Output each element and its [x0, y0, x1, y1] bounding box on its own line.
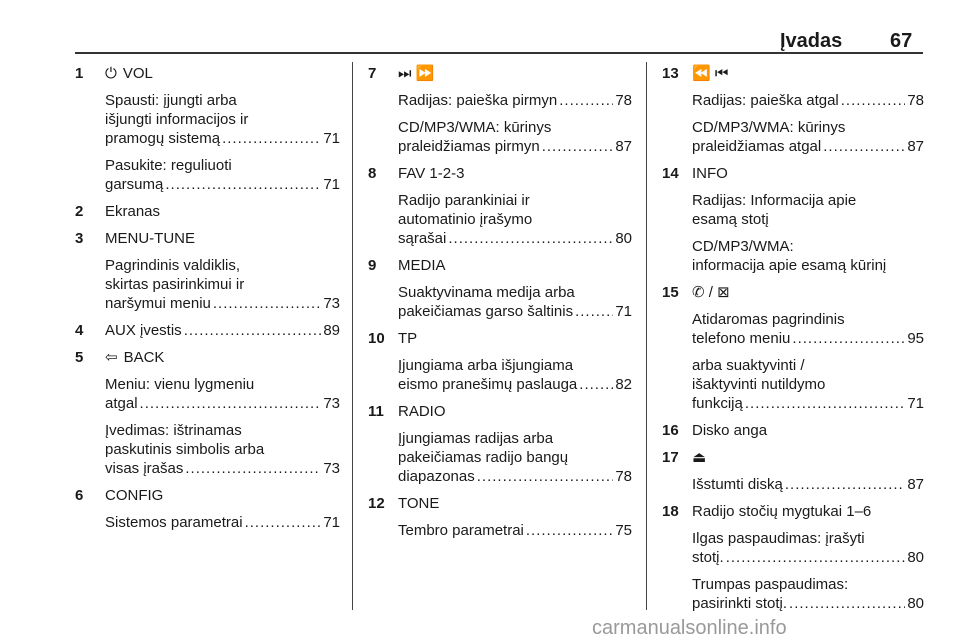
dot-leader — [165, 175, 321, 194]
toc-leader-line — [398, 91, 632, 110]
item-number: 1 — [75, 65, 84, 82]
page-reference: 82 — [615, 376, 632, 393]
entry-body — [398, 256, 632, 321]
item-label-text: FAV 1-2-3 — [398, 165, 465, 182]
description-line: esamą stotį — [692, 211, 769, 228]
legend-entry — [75, 64, 340, 194]
description-line: CD/MP3/WMA: — [692, 238, 794, 255]
item-label — [398, 402, 632, 421]
entry-text: Tembro parametrai — [398, 522, 524, 539]
entry-text: pramogų sistemą — [105, 130, 221, 147]
entry-body — [692, 448, 924, 494]
item-label — [105, 64, 340, 83]
description-paragraph — [692, 575, 924, 613]
description-line: Pasukite: reguliuoti — [105, 157, 232, 174]
entry-body — [398, 64, 632, 156]
control-icon: ⏻ — [105, 65, 117, 82]
description-line: Atidaromas pagrindinis — [692, 311, 845, 328]
dot-leader — [448, 229, 613, 248]
description-line: išaktyvinti nutildymo — [692, 376, 826, 393]
toc-leader-line — [105, 129, 340, 148]
toc-leader-line — [105, 321, 340, 340]
item-label-text: TP — [398, 330, 418, 347]
entry-text: pasirinkti stotį. — [692, 595, 788, 612]
item-label — [105, 486, 340, 505]
item-number: 6 — [75, 487, 84, 504]
entry-text: funkciją — [692, 395, 743, 412]
page-reference: 89 — [323, 322, 340, 339]
item-label — [105, 229, 340, 248]
toc-leader-line — [398, 229, 632, 248]
toc-leader-line — [398, 375, 632, 394]
legend-entry — [662, 421, 924, 440]
page-reference: 87 — [615, 138, 632, 155]
entry-text: atgal — [105, 395, 138, 412]
entry-body — [398, 494, 632, 540]
dot-leader — [140, 394, 322, 413]
dot-leader — [542, 137, 614, 156]
item-label-text: Ekranas — [105, 203, 161, 220]
page-reference: 80 — [615, 230, 632, 247]
entry-text: garsumą — [105, 176, 164, 193]
description-line: Spausti: įjungti arba — [105, 92, 237, 109]
toc-leader-line — [692, 475, 924, 494]
entry-text: praleidžiamas pirmyn — [398, 138, 540, 155]
item-label-text: CONFIG — [105, 487, 164, 504]
description-paragraph — [692, 237, 924, 275]
description-line: Radijo parankiniai ir — [398, 192, 530, 209]
entry-body — [692, 164, 924, 275]
dot-leader — [841, 91, 906, 110]
item-label-text: RADIO — [398, 403, 446, 420]
item-number: 17 — [662, 449, 679, 466]
toc-leader-line — [105, 175, 340, 194]
legend-entry — [75, 486, 340, 532]
description-line: CD/MP3/WMA: kūrinys — [398, 119, 552, 136]
item-number: 3 — [75, 230, 84, 247]
dot-leader — [477, 467, 614, 486]
description-line: Įjungiamas radijas arba — [398, 430, 554, 447]
toc-leader-line — [105, 459, 340, 478]
entry-body — [105, 202, 340, 221]
control-icon: ⏏ — [692, 449, 707, 466]
column-divider — [646, 62, 647, 610]
entry-text: visas įrašas — [105, 460, 184, 477]
description-line: Suaktyvinama medija arba — [398, 284, 575, 301]
legend-entry — [662, 164, 924, 275]
entry-text: eismo pranešimų paslauga — [398, 376, 578, 393]
dot-leader — [745, 394, 905, 413]
entry-text: sąrašai — [398, 230, 447, 247]
item-number: 18 — [662, 503, 679, 520]
item-number: 7 — [368, 65, 377, 82]
toc-leader-line — [398, 467, 632, 486]
item-label — [398, 164, 632, 183]
dot-leader — [726, 548, 906, 567]
dot-leader — [789, 594, 905, 613]
description-line: arba suaktyvinti / — [692, 357, 805, 374]
description-paragraph — [105, 91, 340, 148]
watermark-text: carmanualsonline.info — [592, 617, 787, 639]
item-label — [692, 502, 924, 521]
description-paragraph — [692, 356, 924, 413]
item-label-text: INFO — [692, 165, 728, 182]
toc-leader-line — [692, 91, 924, 110]
description-paragraph — [398, 191, 632, 248]
description-line: Ilgas paspaudimas: įrašyti — [692, 530, 865, 547]
description-paragraph — [398, 283, 632, 321]
item-label — [692, 64, 924, 83]
legend-entry — [75, 348, 340, 478]
page-header-title: Įvadas — [780, 30, 843, 52]
description-paragraph — [692, 310, 924, 348]
item-label — [398, 64, 632, 83]
page-reference: 80 — [907, 549, 924, 566]
description-line: skirtas pasirinkimui ir — [105, 276, 245, 293]
description-line: Radijas: Informacija apie — [692, 192, 857, 209]
control-icon: ⇦ — [105, 349, 118, 366]
item-label-text: Radijo stočių mygtukai 1–6 — [692, 503, 872, 520]
column-divider — [352, 62, 353, 610]
legend-entry — [662, 448, 924, 494]
page-reference: 95 — [907, 330, 924, 347]
description-paragraph — [692, 118, 924, 156]
toc-leader-line — [105, 513, 340, 532]
description-paragraph — [105, 375, 340, 413]
description-line: Įjungiama arba išjungiama — [398, 357, 574, 374]
watermark — [0, 617, 960, 642]
item-label — [105, 202, 340, 221]
entry-text: diapazonas — [398, 468, 475, 485]
toc-leader-line — [692, 394, 924, 413]
entry-text: telefono meniu — [692, 330, 791, 347]
legend-entry — [368, 164, 632, 248]
entry-text: praleidžiamas atgal — [692, 138, 822, 155]
description-line: Trumpas paspaudimas: — [692, 576, 849, 593]
item-label-text: MENU-TUNE — [105, 230, 195, 247]
toc-leader-line — [398, 137, 632, 156]
description-line: Įvedimas: ištrinamas — [105, 422, 242, 439]
entry-text: Radijas: paieška pirmyn — [398, 92, 558, 109]
dot-leader — [222, 129, 321, 148]
description-paragraph — [105, 256, 340, 313]
page-reference: 80 — [907, 595, 924, 612]
toc-leader-line — [692, 137, 924, 156]
control-icon: ⏪ ⏮ — [692, 65, 729, 82]
item-label-text: BACK — [123, 349, 165, 366]
page-reference: 73 — [323, 295, 340, 312]
legend-entry — [75, 202, 340, 221]
page-reference: 78 — [615, 468, 632, 485]
legend-entry — [662, 64, 924, 156]
item-number: 8 — [368, 165, 377, 182]
entry-text: stotį. — [692, 549, 724, 566]
description-paragraph — [398, 356, 632, 394]
page-number: 67 — [890, 30, 913, 52]
item-label — [398, 494, 632, 513]
dot-leader — [579, 375, 613, 394]
entry-text: pakeičiamas garso šaltinis — [398, 303, 574, 320]
page-reference: 71 — [323, 514, 340, 531]
description-paragraph — [692, 91, 924, 110]
description-paragraph — [398, 429, 632, 486]
entry-body — [398, 164, 632, 248]
dot-leader — [792, 329, 905, 348]
toc-leader-line — [692, 329, 924, 348]
dot-leader — [575, 302, 613, 321]
toc-leader-line — [398, 302, 632, 321]
legend-entry — [368, 64, 632, 156]
description-line: CD/MP3/WMA: kūrinys — [692, 119, 846, 136]
item-number: 15 — [662, 284, 679, 301]
entry-text: naršymui meniu — [105, 295, 211, 312]
page-reference: 71 — [907, 395, 924, 412]
page-reference: 73 — [323, 460, 340, 477]
item-label — [692, 421, 924, 440]
entry-body — [105, 486, 340, 532]
item-label-text: TONE — [398, 495, 440, 512]
dot-leader — [184, 321, 322, 340]
page-reference: 78 — [615, 92, 632, 109]
item-label — [105, 348, 340, 367]
entry-body — [105, 64, 340, 194]
description-line: paskutinis simbolis arba — [105, 441, 265, 458]
control-icon: ✆ / ⊠ — [692, 284, 730, 301]
description-line: automatinio įrašymo — [398, 211, 533, 228]
description-paragraph — [692, 475, 924, 494]
item-number: 12 — [368, 495, 385, 512]
toc-leader-line — [105, 294, 340, 313]
entry-body — [692, 283, 924, 413]
entry-text: AUX įvestis — [105, 322, 182, 339]
toc-leader-line — [692, 548, 924, 567]
item-number: 16 — [662, 422, 679, 439]
page-reference: 78 — [907, 92, 924, 109]
toc-leader-line — [105, 394, 340, 413]
item-label — [398, 329, 632, 348]
description-line: išjungti informacijos ir — [105, 111, 249, 128]
item-label — [692, 448, 924, 467]
column-1 — [75, 64, 340, 532]
item-label — [692, 164, 924, 183]
entry-text: Radijas: paieška atgal — [692, 92, 839, 109]
item-number: 13 — [662, 65, 679, 82]
page-reference: 71 — [323, 176, 340, 193]
dot-leader — [213, 294, 321, 313]
item-number: 10 — [368, 330, 385, 347]
item-number: 2 — [75, 203, 84, 220]
legend-entry — [662, 283, 924, 413]
legend-entry — [368, 402, 632, 486]
dot-leader — [823, 137, 905, 156]
description-line: Pagrindinis valdiklis, — [105, 257, 241, 274]
dot-leader — [245, 513, 322, 532]
header-rule — [75, 52, 923, 54]
entry-body — [105, 229, 340, 313]
column-3 — [662, 64, 924, 613]
item-label — [398, 256, 632, 275]
page-reference: 87 — [907, 476, 924, 493]
description-paragraph — [692, 191, 924, 229]
description-paragraph — [398, 91, 632, 110]
dot-leader — [526, 521, 613, 540]
column-2 — [368, 64, 632, 540]
page-reference: 75 — [615, 522, 632, 539]
item-label-text: MEDIA — [398, 257, 446, 274]
page-reference: 87 — [907, 138, 924, 155]
toc-leader-line — [692, 594, 924, 613]
item-number: 4 — [75, 322, 84, 339]
entry-body — [692, 64, 924, 156]
legend-entry — [368, 256, 632, 321]
entry-body — [398, 329, 632, 394]
entry-text: Išstumti diską — [692, 476, 783, 493]
legend-entry — [368, 494, 632, 540]
entry-text: Sistemos parametrai — [105, 514, 243, 531]
toc-leader-line — [398, 521, 632, 540]
description-paragraph — [105, 421, 340, 478]
description-paragraph — [105, 156, 340, 194]
item-number: 14 — [662, 165, 679, 182]
description-paragraph — [692, 529, 924, 567]
item-number: 9 — [368, 257, 377, 274]
description-line: pakeičiamas radijo bangų — [398, 449, 569, 466]
entry-body — [692, 502, 924, 613]
legend-entry — [75, 321, 340, 340]
description-paragraph — [398, 521, 632, 540]
page-reference: 73 — [323, 395, 340, 412]
legend-entry — [662, 502, 924, 613]
description-paragraph — [105, 513, 340, 532]
entry-body — [105, 321, 340, 340]
item-label-text: VOL — [122, 65, 153, 82]
description-line: Meniu: vienu lygmeniu — [105, 376, 255, 393]
dot-leader — [785, 475, 905, 494]
entry-body — [692, 421, 924, 440]
page-reference: 71 — [323, 130, 340, 147]
entry-body — [398, 402, 632, 486]
dot-leader — [185, 459, 321, 478]
control-icon: ⏭ ⏩ — [398, 65, 435, 82]
description-line: informacija apie esamą kūrinį — [692, 257, 887, 274]
item-number: 5 — [75, 349, 84, 366]
dot-leader — [559, 91, 613, 110]
item-number: 11 — [368, 403, 384, 420]
legend-entry — [75, 229, 340, 313]
page-reference: 71 — [615, 303, 632, 320]
description-paragraph — [398, 118, 632, 156]
legend-entry — [368, 329, 632, 394]
entry-body — [105, 348, 340, 478]
item-label-text: Disko anga — [692, 422, 768, 439]
item-label — [692, 283, 924, 302]
